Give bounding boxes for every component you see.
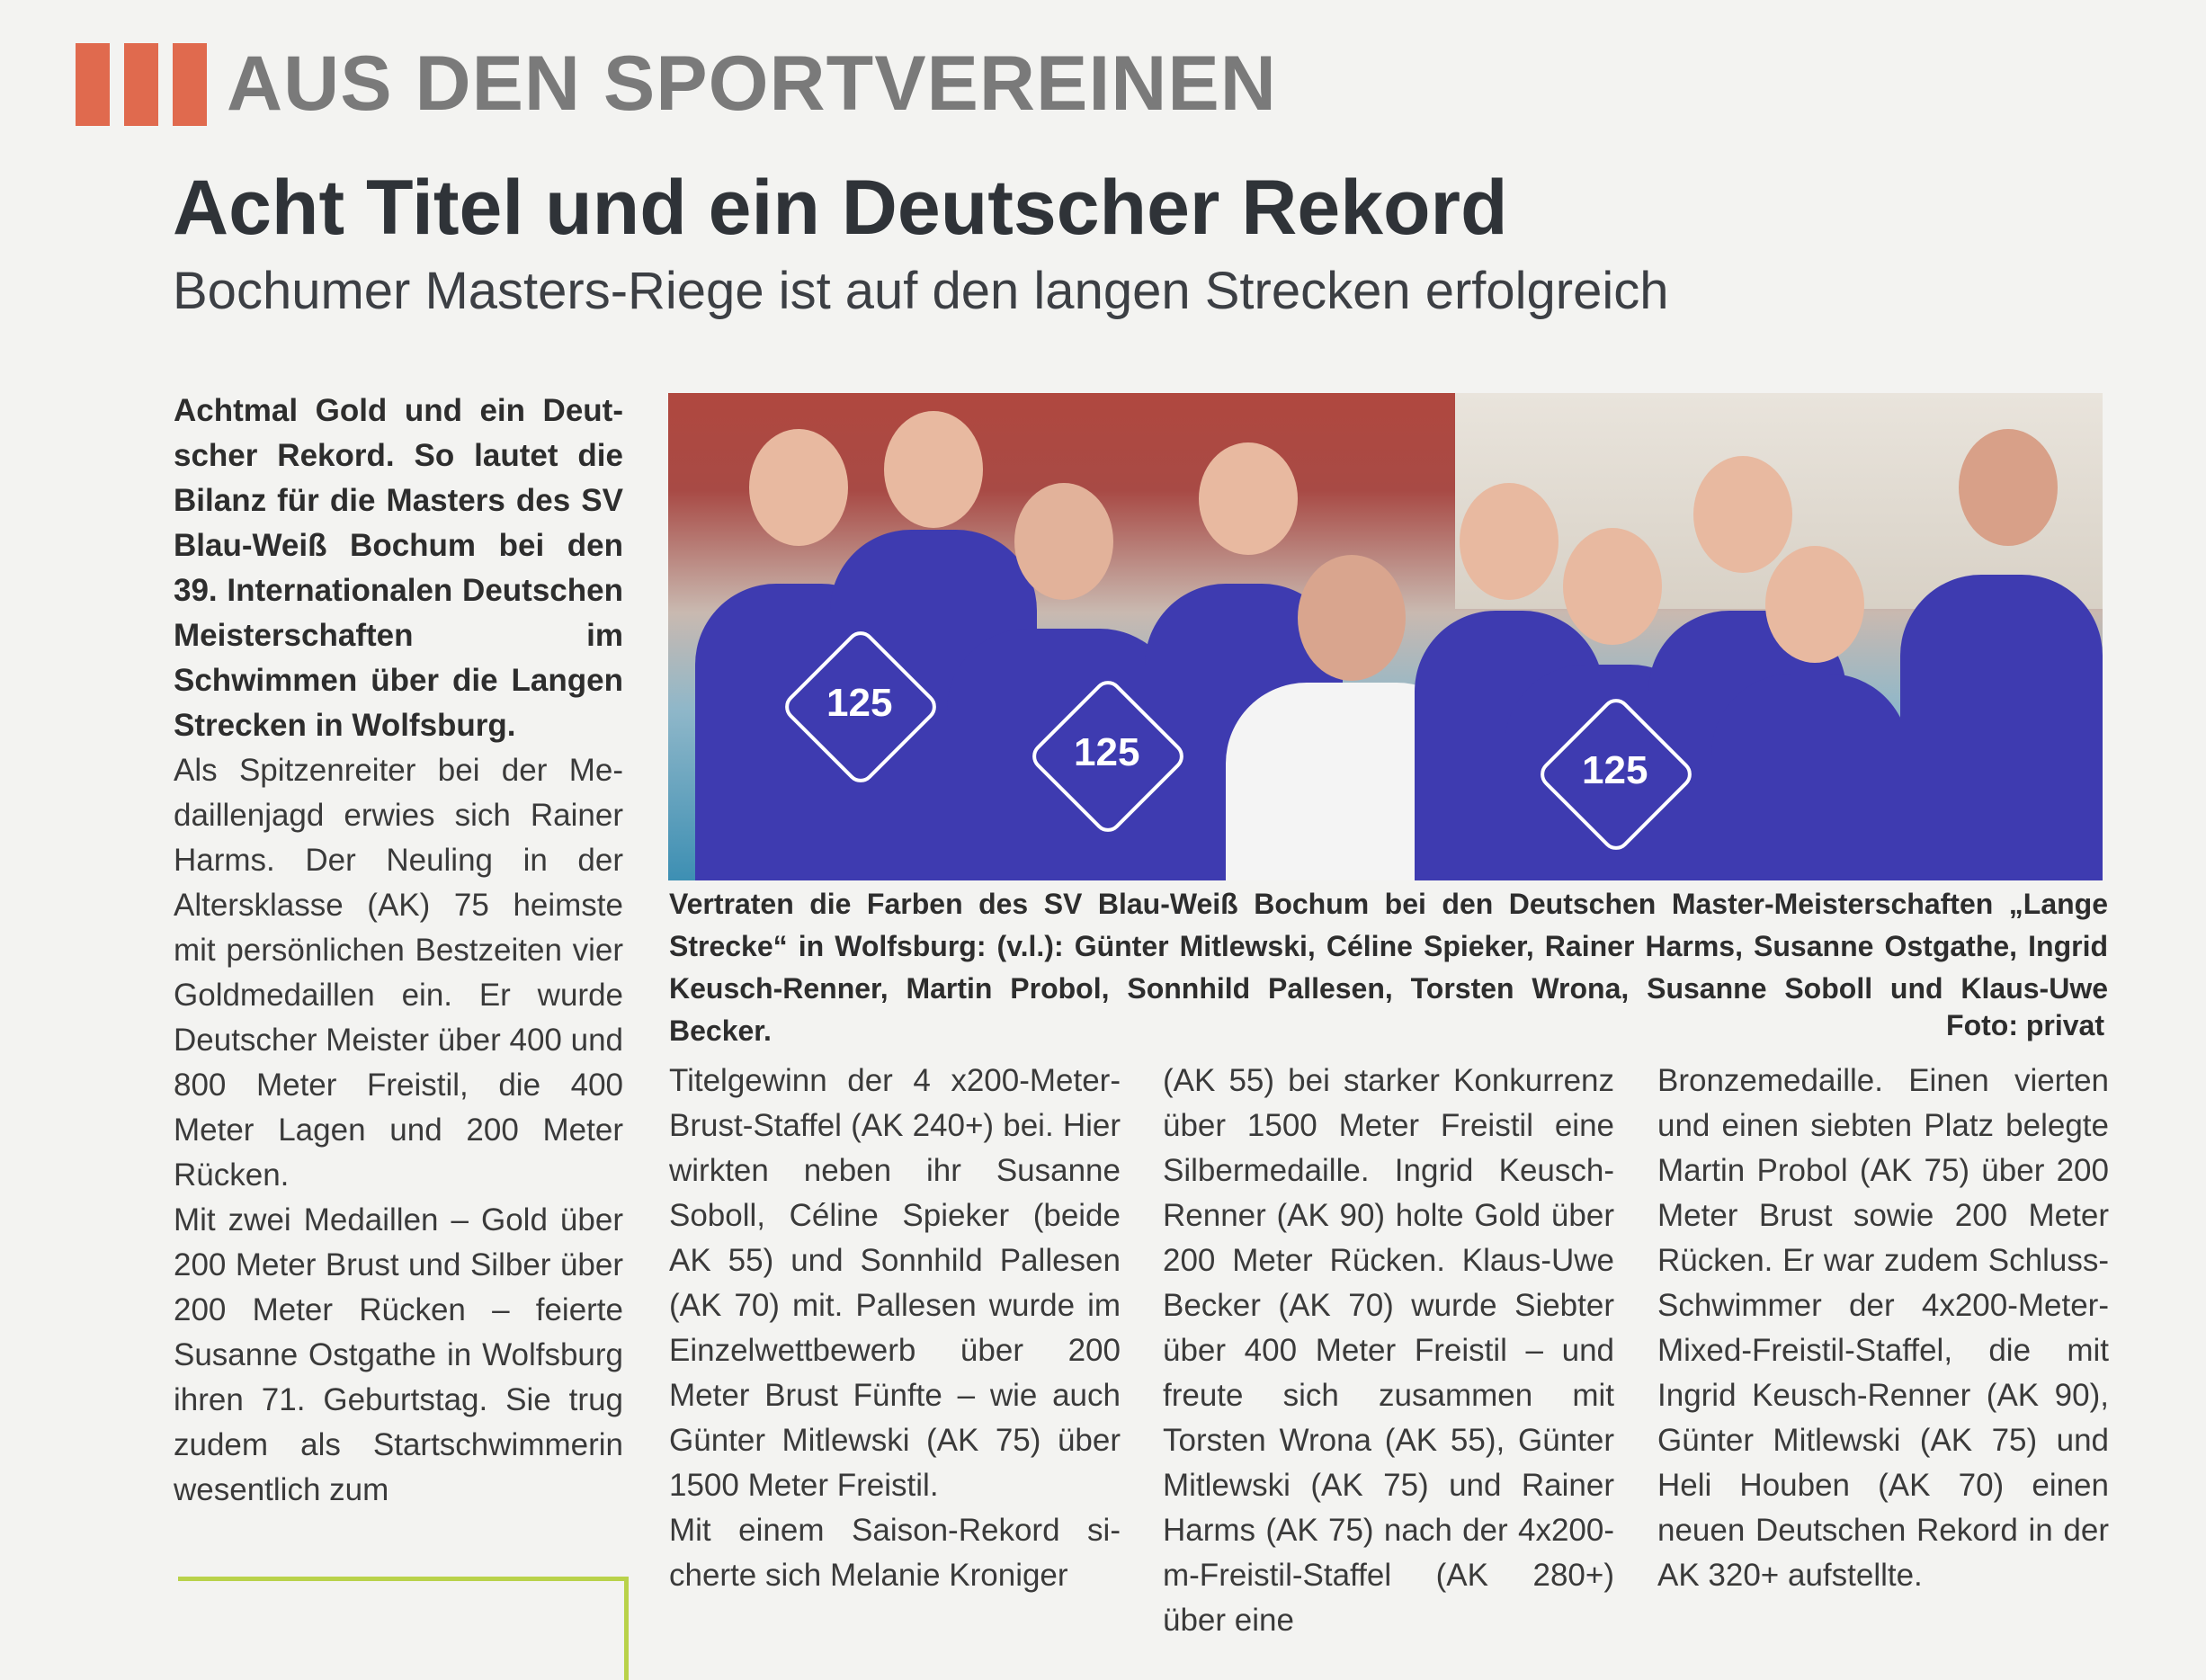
photo-person	[1711, 674, 1909, 880]
shirt-logo-text: 125	[826, 681, 893, 725]
article-paragraph: Mit zwei Medaillen – Gold über 200 Meter Brust und Silber über 200 Meter Rücken – feierte Susanne Ostgathe in Wolfsburg ihren 71. Geburtstag. Sie trug zudem als Startschwimmerin wesentlich zum	[174, 1202, 623, 1507]
photo-person-head	[1959, 429, 2058, 546]
section-title: AUS DEN SPORTVEREINEN	[227, 40, 1277, 127]
photo-person-head	[1563, 528, 1662, 645]
accent-bar	[76, 43, 110, 126]
article-subheadline: Bochumer Masters-Riege ist auf den langen Strecken erfolgreich	[173, 262, 1669, 320]
team-photo	[668, 393, 2103, 880]
photo-person-head	[1460, 483, 1558, 600]
photo-person-head	[749, 429, 848, 546]
photo-person-head	[1014, 483, 1113, 600]
photo-person-head	[1693, 456, 1792, 573]
article-lead: Achtmal Gold und ein Deutscher Rekord. So lautet die Bilanz für die Masters des SV Blau-Weiß Bochum bei den 39. Internationalen Deutschen Meisterschaften im Schwimmen über die Langen Strecken in Wolfsburg.	[174, 393, 623, 743]
article-column-2	[669, 1059, 1121, 1598]
article-column-1	[174, 389, 623, 1513]
photo-person	[1900, 575, 2103, 880]
article-paragraph: Als Spitzenreiter bei der Medaillenjagd erwies sich Rainer Harms. Der Neuling in der Altersklasse (AK) 75 heimste mit persönlichen Bestzeiten vier Goldmedaillen ein. Er wurde Deutscher Meister über 400 und 800 Meter Freistil, die 400 Meter Lagen und 200 Meter Rücken.	[174, 753, 623, 1193]
accent-bar	[124, 43, 158, 126]
article-paragraph: Bronzemedaille. Einen vierten und einen siebten Platz belegte Martin Probol (AK 75) über 200 Meter Brust sowie 200 Meter Rücken. Er war zudem Schluss-Schwimmer der 4x200-Meter-Mixed-Freistil-Staffel, die mit Ingrid Keusch-Renner (AK 90), Günter Mitlewski (AK 75) und Heli Houben (AK 70) einen neuen Deutschen Rekord in der AK 320+ aufstellte.	[1657, 1063, 2109, 1593]
shirt-logo-text: 125	[1582, 748, 1648, 792]
photo-caption: Vertraten die Farben des SV Blau-Weiß Bochum bei den Deutschen Master-Meisterschaften „Lange Strecke“ in Wolfsburg: (v.l.): Günter Mitlewski, Céline Spieker, Rainer Harms, Susanne Ostgathe, Ingrid Keusch-Renner, Martin Probol, Sonnhild Pallesen, Torsten Wrona, Susanne Soboll und Klaus-Uwe Becker.	[669, 888, 2108, 1047]
article-headline: Acht Titel und ein Deutscher Rekord	[173, 165, 1508, 251]
photo-credit: Foto: privat	[1946, 1009, 2104, 1041]
photo-person-head	[1199, 442, 1298, 555]
article-column-3	[1163, 1059, 1614, 1643]
article-paragraph: Mit einem Saison-Rekord sicherte sich Melanie Kroniger	[669, 1513, 1121, 1593]
photo-person-head	[884, 411, 983, 528]
green-frame-box	[178, 1577, 629, 1680]
article-paragraph: (AK 55) bei starker Konkurrenz über 1500 Meter Freistil eine Silbermedaille. Ingrid Keusch-Renner (AK 90) holte Gold über 200 Meter Rücken. Klaus-Uwe Becker (AK 70) wurde Siebter über 400 Meter Freistil – und freute sich zusammen mit Torsten Wrona (AK 55), Günter Mitlewski (AK 75) und Rainer Harms (AK 75) nach der 4x200-m-Freistil-Staffel (AK 280+) über eine	[1163, 1063, 1614, 1638]
shirt-logo-text: 125	[1074, 730, 1140, 774]
accent-bar	[173, 43, 207, 126]
article-column-4	[1657, 1059, 2109, 1598]
photo-person-head	[1298, 555, 1406, 681]
photo-person-head	[1765, 546, 1864, 663]
article-paragraph: Titelgewinn der 4 x200-Meter-Brust-Staffel (AK 240+) bei. Hier wirkten neben ihr Susanne Soboll, Céline Spieker (beide AK 55) und Sonnhild Pallesen (AK 70) mit. Pallesen wurde im Einzelwettbewerb über 200 Meter Brust Fünfte – wie auch Günter Mitlewski (AK 75) über 1500 Meter Freistil.	[669, 1063, 1121, 1503]
section-accent-bars	[76, 43, 207, 126]
